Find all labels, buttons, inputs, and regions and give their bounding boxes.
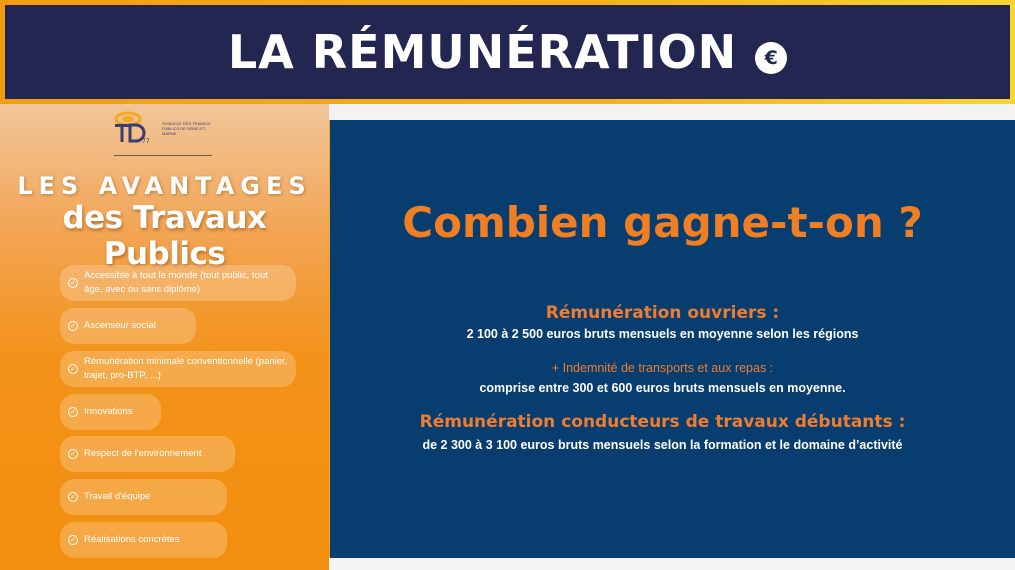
divider	[114, 155, 212, 156]
advantage-item-accessible	[60, 265, 296, 301]
svg-text:77: 77	[142, 138, 150, 145]
advantage-label: Respect de l'environnement	[84, 448, 202, 459]
salary-slide	[330, 120, 1015, 558]
advantage-label: Travail d'équipe	[84, 491, 151, 502]
advantage-item-teamwork	[60, 479, 227, 515]
managers-salary-range: de 2 300 à 3 100 euros bruts mensuels selon la formation et le domaine d’activité	[422, 438, 903, 452]
check-circle-icon: ✓	[68, 535, 78, 545]
check-circle-icon: ✓	[68, 449, 78, 459]
check-circle-icon: ✓	[68, 407, 78, 417]
advantages-panel	[0, 104, 329, 570]
check-circle-icon: ✓	[68, 278, 78, 288]
page-title: LA RÉMUNÉRATION	[227, 25, 738, 79]
logo-mark-icon	[112, 110, 156, 146]
check-circle-icon: ✓	[68, 321, 78, 331]
advantage-label: Innovations	[84, 406, 133, 417]
allowance-range: comprise entre 300 et 600 euros bruts mensuels en moyenne.	[479, 381, 846, 395]
workers-salary-title: Rémunération ouvriers :	[545, 303, 780, 323]
advantage-item-environment	[60, 436, 235, 472]
advantage-label: Rémunération minimale conventionnelle (panier, trajet, pro-BTP, ...)	[84, 356, 288, 381]
advantage-item-social	[60, 308, 196, 344]
slide-frame-bottom	[329, 558, 1015, 570]
slide-question: Combien gagne-t-on ?	[402, 198, 923, 247]
check-circle-icon: ✓	[68, 492, 78, 502]
logo-text: SYNDICAT DES TRAVAUX PUBLICS DE SEINE-ET-MARNE	[162, 120, 211, 136]
advantage-item-innovations	[60, 394, 161, 430]
advantages-title: LES AVANTAGES	[17, 172, 312, 200]
header-banner	[5, 5, 1010, 99]
advantage-label: Accessible à tout le monde (tout public, tout âge, avec ou sans diplôme)	[84, 270, 268, 295]
euro-icon: €	[755, 42, 787, 74]
advantage-label: Ascenseur social	[84, 320, 156, 331]
advantage-item-achievements	[60, 522, 227, 558]
check-circle-icon: ✓	[68, 364, 78, 374]
logo	[112, 110, 222, 146]
advantage-item-remuneration	[60, 351, 296, 387]
allowance-title: + Indemnité de transports et aux repas :	[551, 361, 774, 375]
workers-salary-range: 2 100 à 2 500 euros bruts mensuels en moyenne selon les régions	[466, 327, 859, 341]
advantage-label: Réalisations concrètes	[84, 534, 180, 545]
slide-frame-top	[329, 104, 1015, 120]
advantages-subtitle: des Travaux Publics	[62, 200, 267, 272]
managers-salary-title: Rémunération conducteurs de travaux débutants :	[419, 412, 906, 432]
